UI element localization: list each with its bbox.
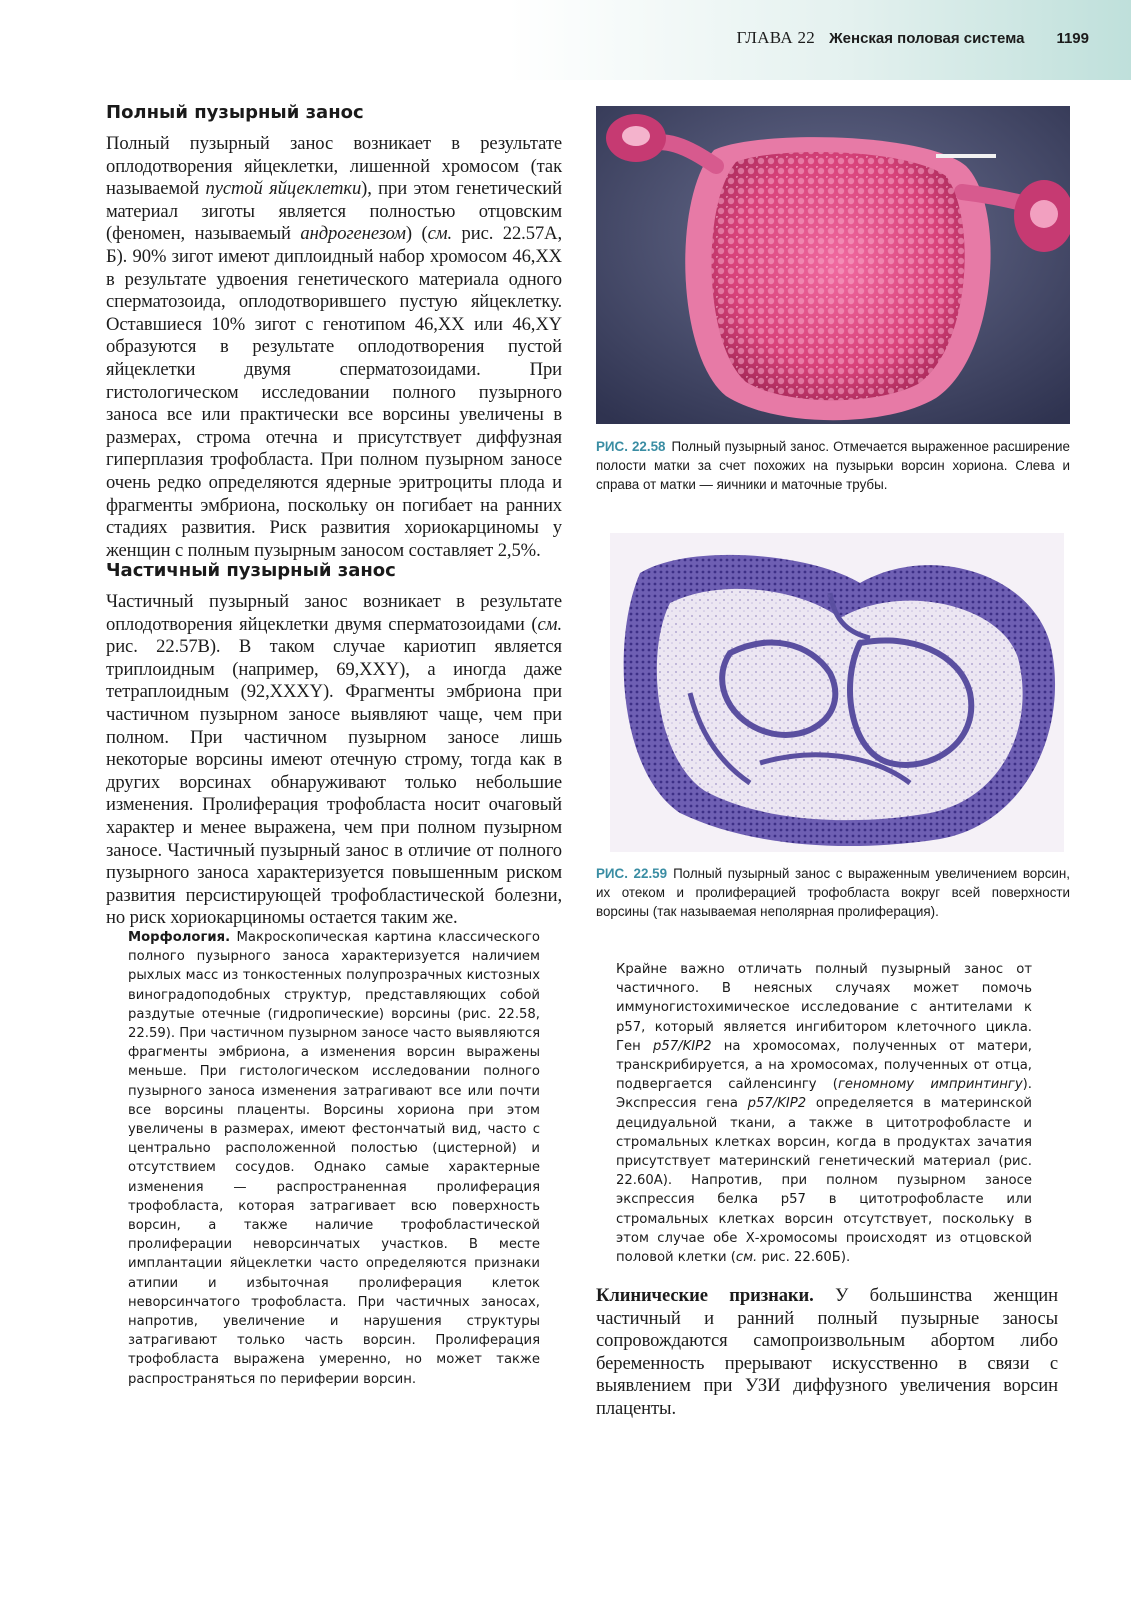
differential-box <box>616 960 1032 1267</box>
figure-label: РИС. 22.59 <box>596 866 668 881</box>
uterus-specimen-illustration <box>596 106 1070 424</box>
chapter-label: ГЛАВА 22 <box>736 28 816 47</box>
paragraph: Полный пузырный занос возникает в результате оплодотворения яйцеклетки, лишенной хромосом (так называемой пустой яйцеклетки), при этом генетический материал зиготы является полностью отцовским (феномен, называемый андрогенезом) (см. рис. 22.57А, Б). 90% зигот имеют диплоидный набор хромосом 46,ХХ в результате удвоения генетического материала одного сперматозоида, оплодотворившего пустую яйцеклетку. Оставшиеся 10% зигот с генотипом 46,ХХ или 46,XY образуются в результате оплодотворения пустой яйцеклетки двумя сперматозоидами. При гистологическом исследовании полного пузырного заноса все или практически все ворсины увеличены в размерах, строма отечна и присутствует диффузная гиперплазия трофобласта. При полном пузырном заносе очень редко определяются ядерные эритроциты плода и фрагменты эмбриона, поскольку он погибает на ранних стадиях развития. Риск развития хориокарциномы у женщин с полным пузырным заносом составляет 2,5%. <box>106 133 563 561</box>
section-heading: Частичный пузырный занос <box>106 560 396 581</box>
differential-text: Крайне важно отличать полный пузырный занос от частичного. В неясных случаях может помочь иммуногистохимическое исследование с антителами к p57, который является ингибитором клеточного цикла. Ген p57/KIP2 на хромосомах, полученных от матери, транскрибируется, а на хромосомах, полученных от отца, подвергается сайленсингу (геномному импринтингу). Экспрессия гена p57/KIP2 определяется в материнской децидуальной ткани, а также в цитотрофобласте и стромальных клетках ворсин, когда в продуктах зачатия присутствует материнский генетический материал (рис. 22.60А). Напротив, при полном пузырном заносе экспрессия белка p57 в цитотрофобласте или стромальных клетках ворсин отсутствует, поскольку в этом случае обе Х-хромосомы происходят из отцовской половой клетки (см. рис. 22.60Б). <box>616 962 1032 1266</box>
clinical-lead: Клинические признаки. <box>596 1285 814 1306</box>
figure-22-59-caption <box>596 864 1070 921</box>
running-header <box>737 28 1089 48</box>
caption-text: Полный пузырный занос с выраженным увеличением ворсин, их отеком и пролиферацией трофобласта вокруг всей поверхности ворсины (так называемая неполярная пролиферация). <box>596 866 1070 919</box>
histology-micrograph-illustration <box>610 533 1064 852</box>
complete-mole-section <box>106 102 562 562</box>
figure-22-58-caption <box>596 437 1070 494</box>
page-number: 1199 <box>1056 30 1089 47</box>
morphology-text: Морфология. Макроскопическая картина классического полного пузырного заноса характеризуется наличием рыхлых масс из тонкостенных полупрозрачных кистозных виноградоподобных структур, представляющих собой раздутые отечные (гидропические) ворсины (рис. 22.58, 22.59). При частичном пузырном заносе часто выявляются фрагменты эмбриона, а изменения ворсин выражены меньше. При гистологическом исследовании полного пузырного заноса изменения затрагивают все или почти все ворсины плаценты. Ворсины хориона при этом увеличены в размерах, имеют фестончатый вид, часто с центрально расположенной полостью (цистерной) и отсутствием сосудов. Однако самые характерные изменения — распространенная пролиферация трофобласта, которая затрагивает всю поверхность ворсин, а также наличие трофобластической пролиферации неворсинчатых участков. В месте имплантации яйцеклетки часто определяются признаки атипии и избыточная пролиферация клеток неворсинчатого трофобласта. При частичных заносах, напротив, увеличение и нарушения структуры затрагивают только часть ворсин. Пролиферация трофобласта выражена умеренно, но может также распространяться по периферии ворсин. <box>128 930 541 1387</box>
partial-mole-section <box>106 560 562 930</box>
section-title: Женская половая система <box>829 30 1025 47</box>
figure-label: РИС. 22.58 <box>596 439 666 454</box>
paragraph: Частичный пузырный занос возникает в результате оплодотворения яйцеклетки двумя сперматозоидами (см. рис. 22.57В). В таком случае кариотип является триплоидным (например, 69,XXY), а иногда даже тетраплоидным (92,XXXY). Фрагменты эмбриона при частичном пузырном заносе выявляют чаще, чем при полном. При частичном пузырном заносе лишь некоторые ворсины имеют отечную строму, тогда как в других ворсинах обнаруживают только небольшие изменения. Пролиферация трофобласта носит очаговый характер и менее выражена, чем при полном пузырном заносе. Частичный пузырный занос в отличие от полного пузырного заноса характеризуется повышенным риском развития персистирующей трофобластической болезни, но риск хориокарциномы остается таким же. <box>106 591 562 929</box>
caption-text: Полный пузырный занос. Отмечается выраженное расширение полости матки за счет похожих на пузырьки ворсин хориона. Слева и справа от матки — яичники и маточные трубы. <box>596 439 1070 492</box>
morphology-box <box>128 928 540 1389</box>
clinical-section <box>596 1285 1058 1421</box>
section-heading: Полный пузырный занос <box>106 102 364 123</box>
figure-22-59-image <box>610 533 1064 852</box>
figure-22-58-image <box>596 106 1070 424</box>
paragraph: Клинические признаки. У большинства женщин частичный и ранний полный пузырные заносы сопровождаются самопроизвольным абортом либо беременность прерывают искусственно в связи с выявлением при УЗИ диффузного увеличения ворсин плаценты. <box>596 1285 1058 1419</box>
